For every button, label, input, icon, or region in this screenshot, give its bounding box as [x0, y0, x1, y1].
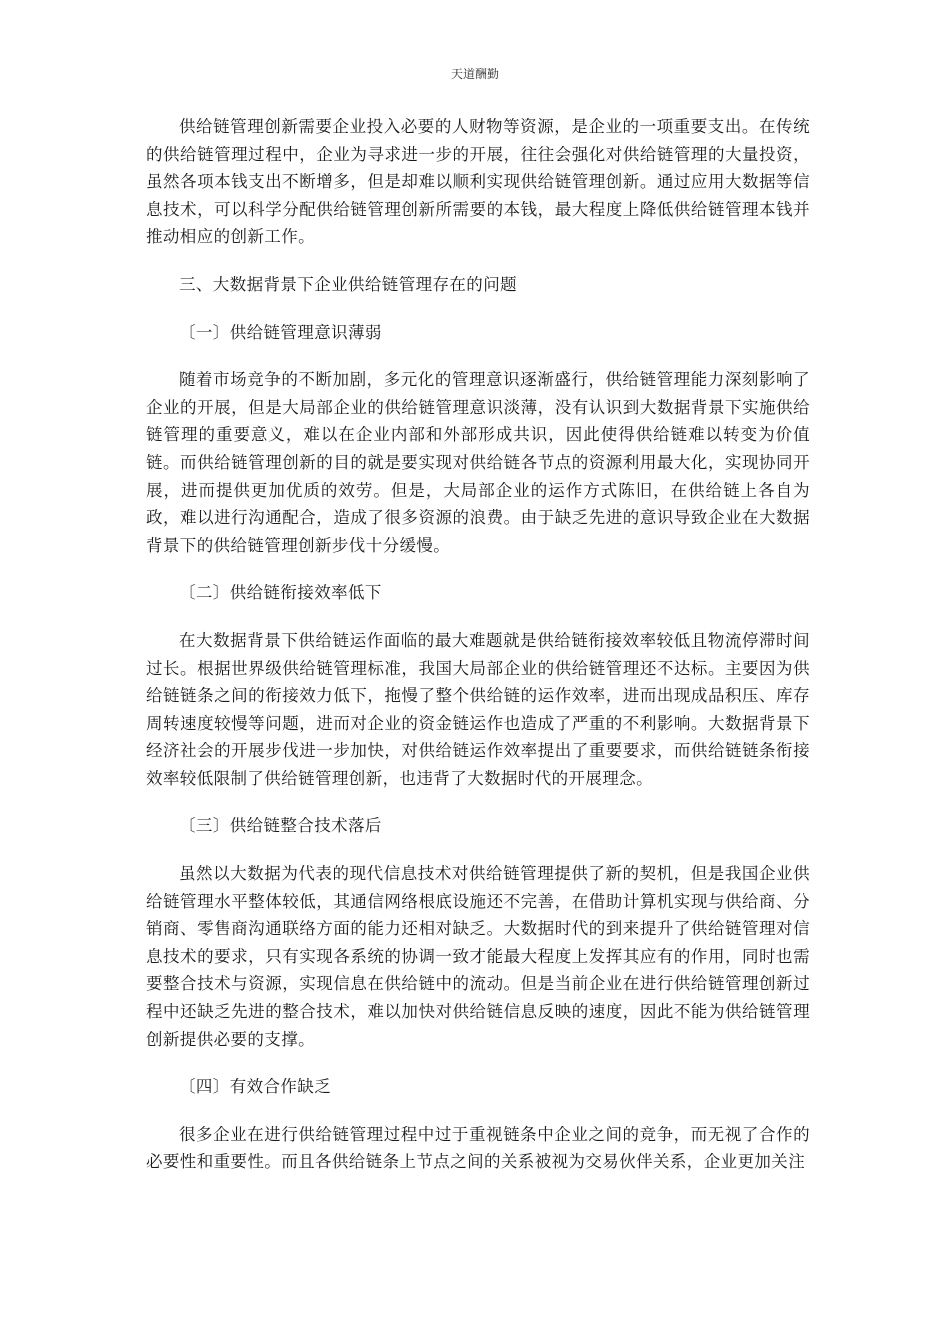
paragraph-efficiency: 在大数据背景下供给链运作面临的最大难题就是供给链衔接效率较低且物流停滞时间过长。根据世界级供给链管理标准，我国大局部企业的供给链管理还不达标。主要因为供给链链条之间的衔接效力低下，拖慢了整个供给链的运作效率，进而出现成品积压、库存周转速度较慢等问题，进而对企业的资金链运作也造成了严重的不利影响。大数据背景下经济社会的开展步伐进一步加快，对供给链运作效率提出了重要要求，而供给链链条衔接效率较低限制了供给链管理创新，也违背了大数据时代的开展理念。	[146, 630, 810, 788]
page-header: 天道酬勤	[450, 67, 499, 81]
paragraph-intro: 供给链管理创新需要企业投入必要的人财物等资源，是企业的一项重要支出。在传统的供给链管理过程中，企业为寻求进一步的开展，往往会强化对供给链管理的大量投资，虽然各项本钱支出不断增多，但是却难以顺利实现供给链管理创新。通过应用大数据等信息技术，可以科学分配供给链管理创新所需要的本钱，最大程度上降低供给链管理本钱并推动相应的创新工作。	[146, 117, 810, 247]
subsection-heading-2: 〔二〕供给链衔接效率低下	[179, 583, 382, 603]
paragraph-integration: 虽然以大数据为代表的现代信息技术对供给链管理提供了新的契机，但是我国企业供给链管理水平整体较低，其通信网络根底设施还不完善，在借助计算机实现与供给商、分销商、零售商沟通联络方面的能力还相对缺乏。大数据时代的到来提升了供给链管理对信息技术的要求，只有实现各系统的协调一致才能最大程度上发挥其应有的作用，同时也需要整合技术与资源，实现信息在供给链中的流动。但是当前企业在进行供给链管理创新过程中还缺乏先进的整合技术，难以加快对供给链信息反映的速度，因此不能为供给链管理创新提供必要的支撑。	[146, 864, 810, 1049]
subsection-heading-4: 〔四〕有效合作缺乏	[179, 1077, 332, 1097]
paragraph-cooperation: 很多企业在进行供给链管理过程中过于重视链条中企业之间的竞争，而无视了合作的必要性和重要性。而且各供给链条上节点之间的关系被视为交易伙伴关系，企业更加关注	[146, 1124, 810, 1172]
subsection-heading-3: 〔三〕供给链整合技术落后	[179, 816, 382, 836]
paragraph-awareness: 随着市场竞争的不断加剧，多元化的管理意识逐渐盛行，供给链管理能力深刻影响了企业的开展，但是大局部企业的供给链管理意识淡薄，没有认识到大数据背景下实施供给链管理的重要意义，难以在企业内部和外部形成共识，因此使得供给链难以转变为价值链。而供给链管理创新的目的就是要实现对供给链各节点的资源利用最大化，实现协同开展，进而提供更加优质的效劳。但是，大局部企业的运作方式陈旧，在供给链上各自为政，难以进行沟通配合，造成了很多资源的浪费。由于缺乏先进的意识导致企业在大数据背景下的供给链管理创新步伐十分缓慢。	[146, 370, 810, 555]
subsection-heading-1: 〔一〕供给链管理意识薄弱	[179, 322, 382, 342]
section-heading-3: 三、大数据背景下企业供给链管理存在的问题	[179, 274, 517, 294]
document-body	[146, 113, 810, 1176]
